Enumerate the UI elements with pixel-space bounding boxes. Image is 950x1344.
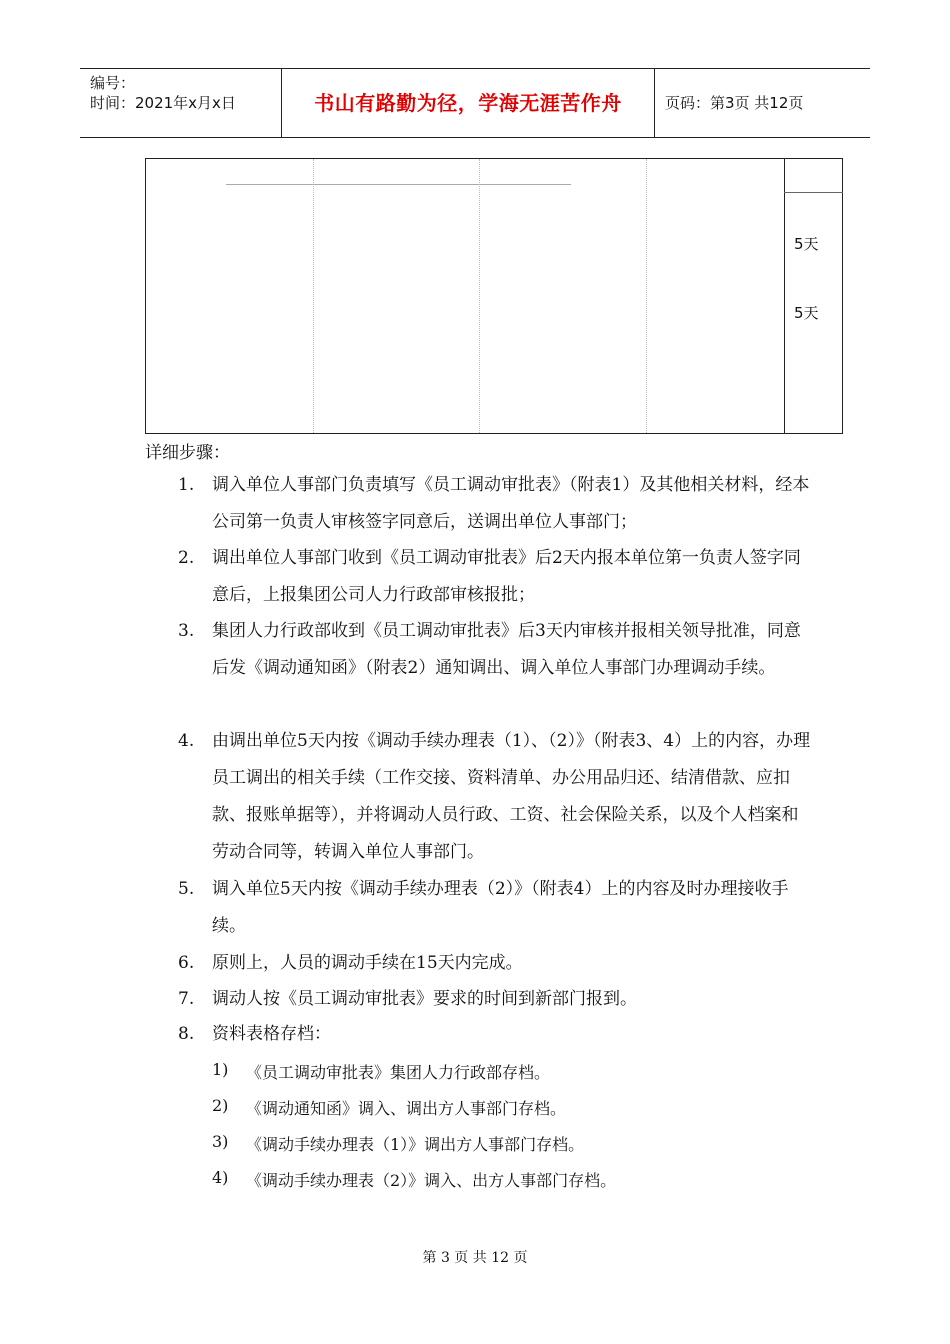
header-page-number: 页码：第3页 共12页 <box>665 94 804 112</box>
archive-number: 1) <box>212 1060 229 1079</box>
step-text: 资料表格存档： <box>212 1024 331 1044</box>
table-inner-line <box>226 184 571 185</box>
section-label: 详细步骤： <box>145 443 230 463</box>
document-number-label: 编号： <box>90 74 136 92</box>
table-row-divider <box>784 192 843 193</box>
duration-cell: 5天 <box>794 304 819 322</box>
step-text: 由调出单位5天内按《调动手续办理表（1）、（2）》（附表3、4）上的内容，办理员工调出的相关手续（工作交接、资料清单、办公用品归还、结清借款、应扣款、报账单据等），并将调动人员行政、工资、社会保险关系，以及个人档案和劳动合同等，转调入单位人事部门。 <box>212 731 811 862</box>
header-meta-cell <box>80 69 282 137</box>
archive-number: 4) <box>212 1168 229 1187</box>
table-column-divider <box>784 159 785 433</box>
step-number: 5. <box>178 879 195 899</box>
step-text: 集团人力行政部收到《员工调动审批表》后3天内审核并报相关领导批准，同意后发《调动通知函》（附表2）通知调出、调入单位人事部门办理调动手续。 <box>212 621 801 678</box>
document-header <box>80 68 870 138</box>
archive-text: 《员工调动审批表》集团人力行政部存档。 <box>246 1063 551 1082</box>
table-column-divider <box>646 159 647 433</box>
archive-text: 《调动通知函》调入、调出方人事部门存档。 <box>246 1099 567 1118</box>
archive-text: 《调动手续办理表（1）》调出方人事部门存档。 <box>246 1135 585 1154</box>
step-number: 7. <box>178 989 195 1009</box>
table-column-divider <box>479 159 480 433</box>
step-number: 1. <box>178 475 195 495</box>
step-number: 6. <box>178 953 195 973</box>
step-text: 调入单位5天内按《调动手续办理表（2）》（附表4）上的内容及时办理接收手续。 <box>212 879 789 936</box>
step-number: 4. <box>178 731 195 751</box>
archive-number: 2) <box>212 1096 229 1115</box>
step-text: 调动人按《员工调动审批表》要求的时间到新部门报到。 <box>212 989 637 1009</box>
step-text: 原则上，人员的调动手续在15天内完成。 <box>212 953 523 973</box>
step-number: 3. <box>178 621 195 641</box>
duration-cell: 5天 <box>794 235 819 253</box>
table-column-divider <box>313 159 314 433</box>
document-date-label: 时间：2021年x月x日 <box>90 94 236 112</box>
archive-number: 3) <box>212 1132 229 1151</box>
archive-text: 《调动手续办理表（2）》调入、出方人事部门存档。 <box>246 1171 617 1190</box>
page-footer: 第 3 页 共 12 页 <box>422 1250 528 1266</box>
header-motto: 书山有路勤为径，学海无涯苦作舟 <box>282 69 655 137</box>
process-table <box>145 158 843 434</box>
step-number: 2. <box>178 548 195 568</box>
step-text: 调出单位人事部门收到《员工调动审批表》后2天内报本单位第一负责人签字同意后，上报集团公司人力行政部审核报批； <box>212 548 801 605</box>
step-text: 调入单位人事部门负责填写《员工调动审批表》（附表1）及其他相关材料，经本公司第一负责人审核签字同意后，送调出单位人事部门； <box>212 475 810 532</box>
step-number: 8. <box>178 1024 195 1044</box>
